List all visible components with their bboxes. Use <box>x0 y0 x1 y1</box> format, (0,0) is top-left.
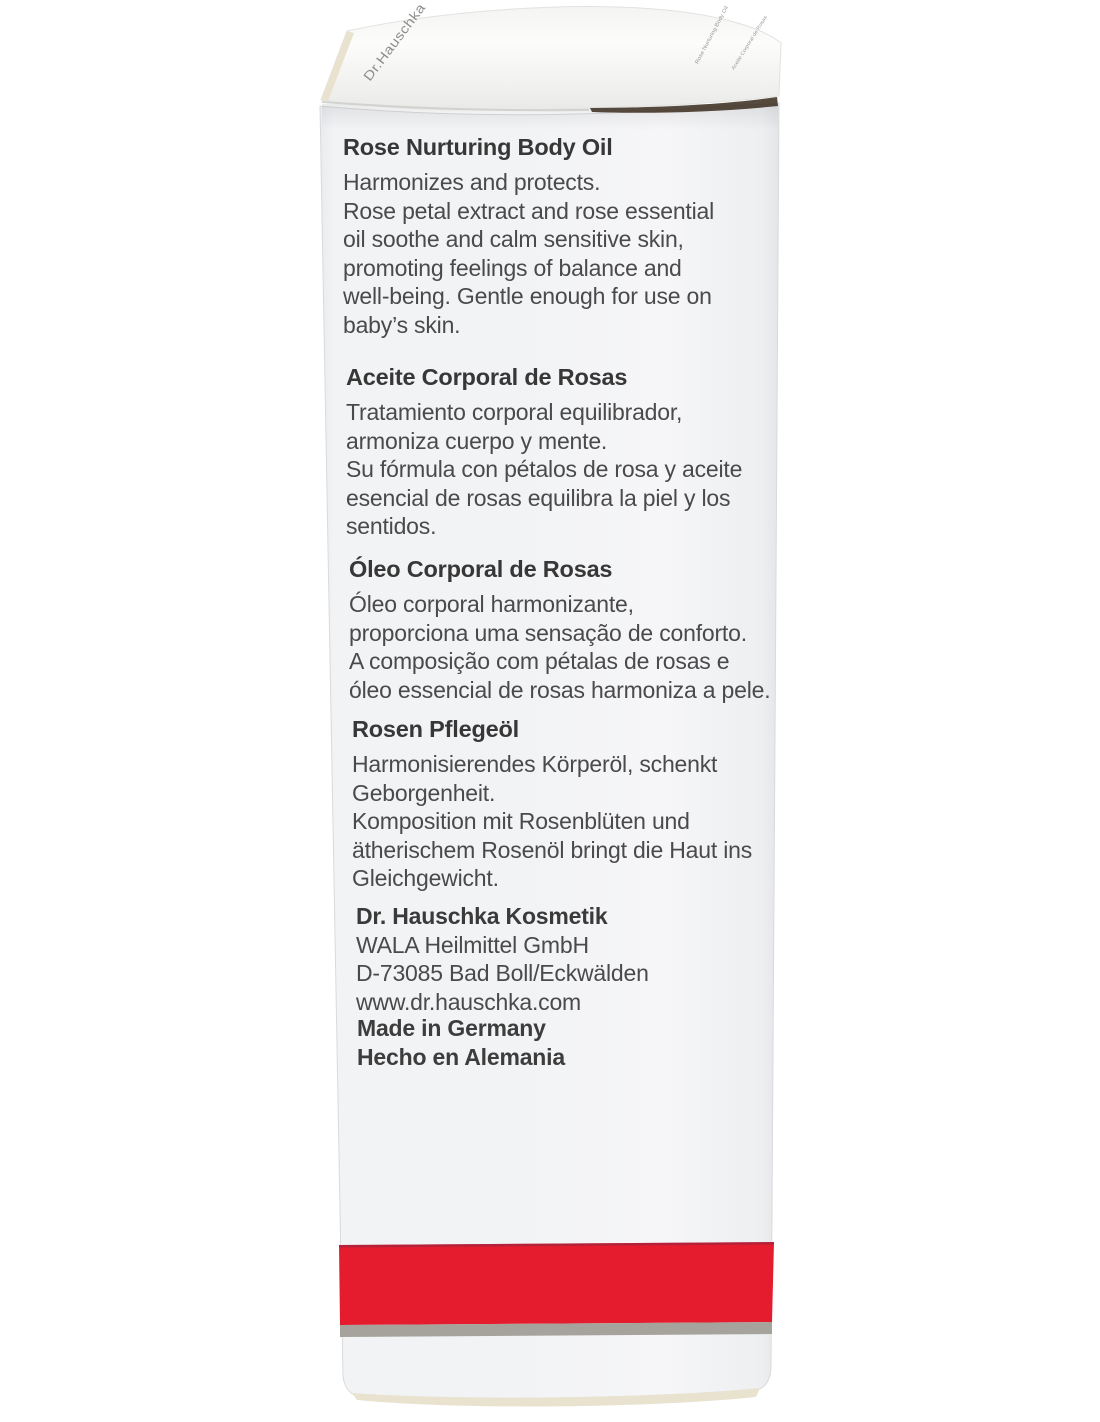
section-spanish <box>346 362 742 541</box>
text-line: óleo essencial de rosas harmoniza a pele. <box>349 676 771 703</box>
product-title-es: Aceite Corporal de Rosas <box>346 364 628 390</box>
text-line: proporciona uma sensação de conforto. <box>349 619 747 646</box>
text-line: Su fórmula con pétalos de rosa y aceite <box>346 456 743 483</box>
section-manufacturer <box>356 902 649 1016</box>
text-line: Komposition mit Rosenblüten und <box>352 808 690 835</box>
text-line: well-being. Gentle enough for use on <box>343 283 712 310</box>
text-line: Rose petal extract and rose essential <box>343 197 715 224</box>
text-line: Harmonisierendes Körperöl, schenkt <box>352 751 718 777</box>
product-title-de: Rosen Pflegeöl <box>352 716 519 742</box>
red-accent-band <box>339 1242 774 1325</box>
text-line: ätherischem Rosenöl bringt die Haut ins <box>352 836 753 863</box>
text-line: esencial de rosas equilibra la piel y los <box>346 484 731 511</box>
section-german <box>352 714 752 893</box>
product-title-en: Rose Nurturing Body Oil <box>343 134 613 160</box>
manufacturer-name: Dr. Hauschka Kosmetik <box>356 903 608 929</box>
text-line: Gleichgewicht. <box>352 865 499 892</box>
section-origin <box>357 1014 565 1071</box>
flap-label-en: Rose Nurturing Body Oil <box>694 5 730 66</box>
text-line: oil soothe and calm sensitive skin, <box>343 226 684 253</box>
text-line: Óleo corporal harmonizante, <box>349 591 634 617</box>
flap-label-es: Aceite Corporal de Rosas <box>730 15 769 72</box>
manufacturer-website: www.dr.hauschka.com <box>356 988 582 1015</box>
text-line: Tratamiento corporal equilibrador, <box>346 399 683 425</box>
text-line: Geborgenheit. <box>352 779 496 806</box>
text-line: baby’s skin. <box>343 311 461 338</box>
section-english <box>343 132 714 340</box>
product-title-pt: Óleo Corporal de Rosas <box>349 556 613 582</box>
origin-line-es: Hecho en Alemania <box>357 1043 565 1070</box>
text-line: sentidos. <box>346 513 437 540</box>
text-line: armoniza cuerpo y mente. <box>346 427 608 454</box>
section-portuguese <box>349 554 770 704</box>
manufacturer-line: D-73085 Bad Boll/Eckwälden <box>356 960 649 987</box>
brand-logo-text: Dr.Hauschka <box>361 0 429 84</box>
text-line: Harmonizes and protects. <box>343 169 601 195</box>
text-line: promoting feelings of balance and <box>343 254 682 281</box>
origin-line-en: Made in Germany <box>357 1015 546 1041</box>
manufacturer-line: WALA Heilmittel GmbH <box>356 931 589 958</box>
text-line: A composição com pétalas de rosas e <box>349 648 730 675</box>
